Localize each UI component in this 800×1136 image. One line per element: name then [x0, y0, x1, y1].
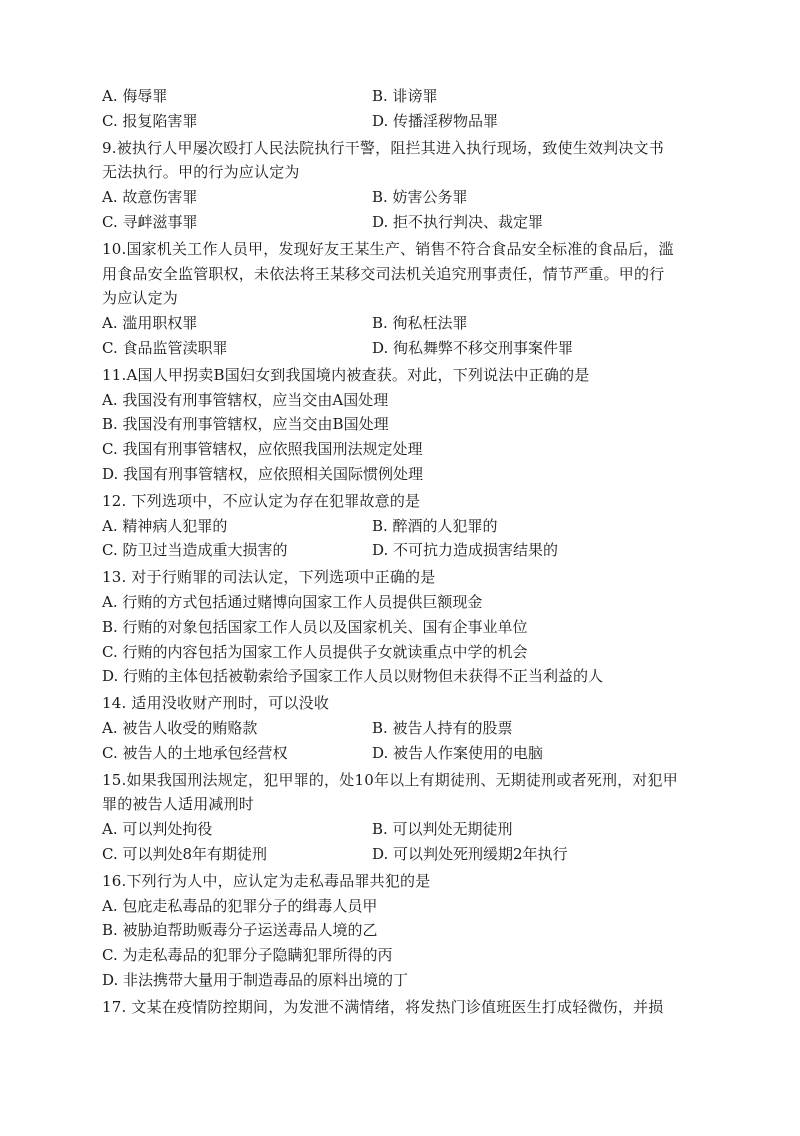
option-b: B. 妨害公务罪: [372, 188, 468, 207]
question-10: [102, 237, 700, 361]
option-c: C. 被告人的土地承包经营权: [102, 743, 288, 762]
question-12: [102, 489, 700, 563]
option-a: A. 被告人收受的贿赂款: [102, 718, 258, 737]
question-stem: 12. 下列选项中，不应认定为存在犯罪故意的是: [102, 491, 421, 510]
question-17: [102, 995, 700, 1020]
question-stem: 用食品安全监管职权，未依法将王某移交司法机关追究刑事责任，情节严重。甲的行: [102, 264, 665, 283]
question-stem: 罪的被告人适用减刑时: [102, 795, 255, 814]
question-stem: 13. 对于行贿罪的司法认定，下列选项中正确的是: [102, 568, 436, 587]
option-row: [102, 716, 700, 741]
option-b: B. 诽谤罪: [372, 87, 438, 105]
option-row: [102, 817, 700, 842]
option-a: A. 滥用职权罪: [102, 314, 198, 333]
option-row: [102, 84, 700, 109]
question-stem: 为应认定为: [102, 289, 179, 308]
question-stem: 9.被执行人甲屡次殴打人民法院执行干警，阻拦其进入执行现场，致使生效判决文书: [102, 138, 664, 157]
question-stem: 无法执行。甲的行为应认定为: [102, 163, 300, 182]
question-stem: 15.如果我国刑法规定，犯甲罪的，处10年以上有期徒刑、无期徒刑或者死刑，对犯甲: [102, 770, 678, 789]
option-a: A. 侮辱罪: [102, 87, 168, 105]
option-a: A. 精神病人犯罪的: [102, 516, 228, 535]
option-b: B. 我国没有刑事管辖权，应当交由B国处理: [102, 415, 389, 434]
option-row: [102, 514, 700, 539]
option-d: D. 徇私舞弊不移交刑事案件罪: [372, 338, 574, 357]
question-stem: 17. 文某在疫情防控期间，为发泄不满情绪，将发热门诊值班医生打成轻微伤，并损: [102, 997, 664, 1016]
option-d: D. 我国有刑事管辖权，应依照相关国际惯例处理: [102, 464, 424, 483]
question-stem: 14. 适用没收财产刑时，可以没收: [102, 694, 330, 713]
option-b: B. 可以判处无期徒刑: [372, 820, 513, 839]
option-c: C. 防卫过当造成重大损害的: [102, 541, 288, 560]
question-stem: 16.下列行为人中，应认定为走私毒品罪共犯的是: [102, 871, 431, 890]
question-8-options: [102, 84, 700, 134]
question-stem: 11.A国人甲拐卖B国妇女到我国境内被查获。对此，下列说法中正确的是: [102, 365, 590, 384]
option-row: [102, 311, 700, 336]
option-c: C. 我国有刑事管辖权，应依照我国刑法规定处理: [102, 440, 423, 459]
option-d: D. 不可抗力造成损害结果的: [372, 541, 559, 560]
option-d: D. 传播淫秽物品罪: [372, 111, 499, 130]
question-9: [102, 136, 700, 235]
option-d: D. 非法携带大量用于制造毒品的原料出境的丁: [102, 970, 409, 989]
option-a: A. 包庇走私毒品的犯罪分子的缉毒人员甲: [102, 896, 378, 915]
option-b: B. 被告人持有的股票: [372, 718, 513, 737]
option-b: B. 被胁迫帮助贩毒分子运送毒品人境的乙: [102, 921, 378, 940]
option-a: A. 行贿的方式包括通过赌博向国家工作人员提供巨额现金: [102, 592, 483, 611]
option-c: C. 为走私毒品的犯罪分子隐瞒犯罪所得的丙: [102, 946, 393, 965]
option-c: C. 食品监管渎职罪: [102, 338, 228, 357]
question-16: [102, 869, 700, 993]
option-a: A. 故意伤害罪: [102, 188, 198, 207]
option-c: C. 行贿的内容包括为国家工作人员提供子女就读重点中学的机会: [102, 642, 528, 661]
option-row: [102, 185, 700, 210]
option-a: A. 可以判处拘役: [102, 820, 213, 839]
option-row: [102, 336, 700, 361]
question-14: [102, 691, 700, 765]
option-c: C. 报复陷害罪: [102, 111, 198, 130]
question-11: [102, 363, 700, 487]
question-stem: 10.国家机关工作人员甲，发现好友王某生产、销售不符合食品安全标准的食品后，滥: [102, 239, 674, 258]
question-13: [102, 565, 700, 689]
option-b: B. 行贿的对象包括国家工作人员以及国家机关、国有企事业单位: [102, 617, 528, 636]
option-d: D. 可以判处死刑缓期2年执行: [372, 844, 568, 863]
question-15: [102, 768, 700, 867]
option-row: [102, 538, 700, 563]
option-c: C. 寻衅滋事罪: [102, 212, 198, 231]
option-row: [102, 210, 700, 235]
option-d: D. 拒不执行判决、裁定罪: [372, 212, 544, 231]
option-row: [102, 741, 700, 766]
option-a: A. 我国没有刑事管辖权，应当交由A国处理: [102, 390, 389, 409]
option-b: B. 徇私枉法罪: [372, 314, 468, 333]
option-c: C. 可以判处8年有期徒刑: [102, 844, 268, 863]
option-row: [102, 842, 700, 867]
option-d: D. 被告人作案使用的电脑: [372, 743, 544, 762]
option-b: B. 醉酒的人犯罪的: [372, 516, 498, 535]
option-d: D. 行贿的主体包括被勒索给予国家工作人员以财物但未获得不正当利益的人: [102, 667, 604, 686]
option-row: [102, 109, 700, 134]
